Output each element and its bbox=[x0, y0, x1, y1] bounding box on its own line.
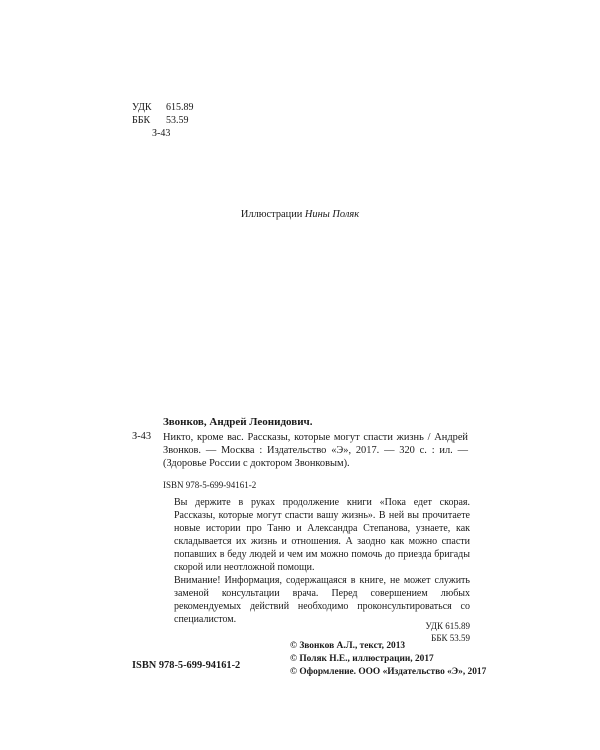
annotation-text: Вы держите в руках продолжение книги «Пока едет скорая. Рассказы, которые могут спасти вашу жизнь». В ней вы прочитаете новые истории про Таню и Александра Степанова, узнаете, как складывается их жизнь и отношения. А заодно как можно спасти попавших в беду людей и чем им можно помочь до приезда бригады скорой или неотложной помощи. bbox=[174, 497, 470, 573]
imprint-isbn: ISBN 978-5-699-94161-2 bbox=[132, 660, 241, 671]
illustrations-credit bbox=[0, 209, 600, 220]
copyright-text: © Звонков А.Л., текст, 2013 bbox=[290, 641, 406, 651]
illustrator-name: Нины Поляк bbox=[304, 209, 360, 220]
warning-text: Внимание! Информация, содержащаяся в книге, не может служить заменой консультации врача. Перед совершением любых рекомендуемых действий необходимо проконсультироваться со специалистом. bbox=[174, 575, 470, 625]
udk-row bbox=[132, 101, 194, 114]
bbk-value: 53.59 bbox=[166, 115, 189, 126]
udk-label: УДК bbox=[132, 102, 152, 113]
bbk-label: ББК bbox=[132, 115, 151, 126]
udk-repeat: УДК 615.89 bbox=[425, 621, 470, 631]
bibliographic-description: Никто, кроме вас. Рассказы, которые могут спасти жизнь / Андрей Звонков. — Москва : Издательство «Э», 2017. — 320 с. : ил. — (Здоровье России с доктором Звонковым). bbox=[163, 432, 468, 469]
classification-codes bbox=[132, 101, 194, 140]
catalog-author-code: З-43 bbox=[132, 431, 152, 442]
annotation-block bbox=[174, 496, 470, 626]
copyright-illustrations: © Поляк Н.Е., иллюстрации, 2017 bbox=[290, 654, 434, 664]
bbk-row bbox=[132, 114, 194, 127]
copyright-design: © Оформление. ООО «Издательство «Э», 2017 bbox=[290, 667, 487, 677]
udk-value: 615.89 bbox=[166, 102, 194, 113]
illustrations-prefix: Иллюстрации bbox=[240, 209, 303, 220]
copyright-block bbox=[290, 640, 486, 679]
catalog-author: Звонков, Андрей Леонидович. bbox=[163, 416, 313, 428]
catalog-isbn: ISBN 978-5-699-94161-2 bbox=[163, 480, 257, 490]
bbk-repeat: ББК 53.59 bbox=[431, 633, 470, 643]
author-code: З-43 bbox=[152, 128, 171, 139]
author-code-row bbox=[132, 127, 194, 140]
